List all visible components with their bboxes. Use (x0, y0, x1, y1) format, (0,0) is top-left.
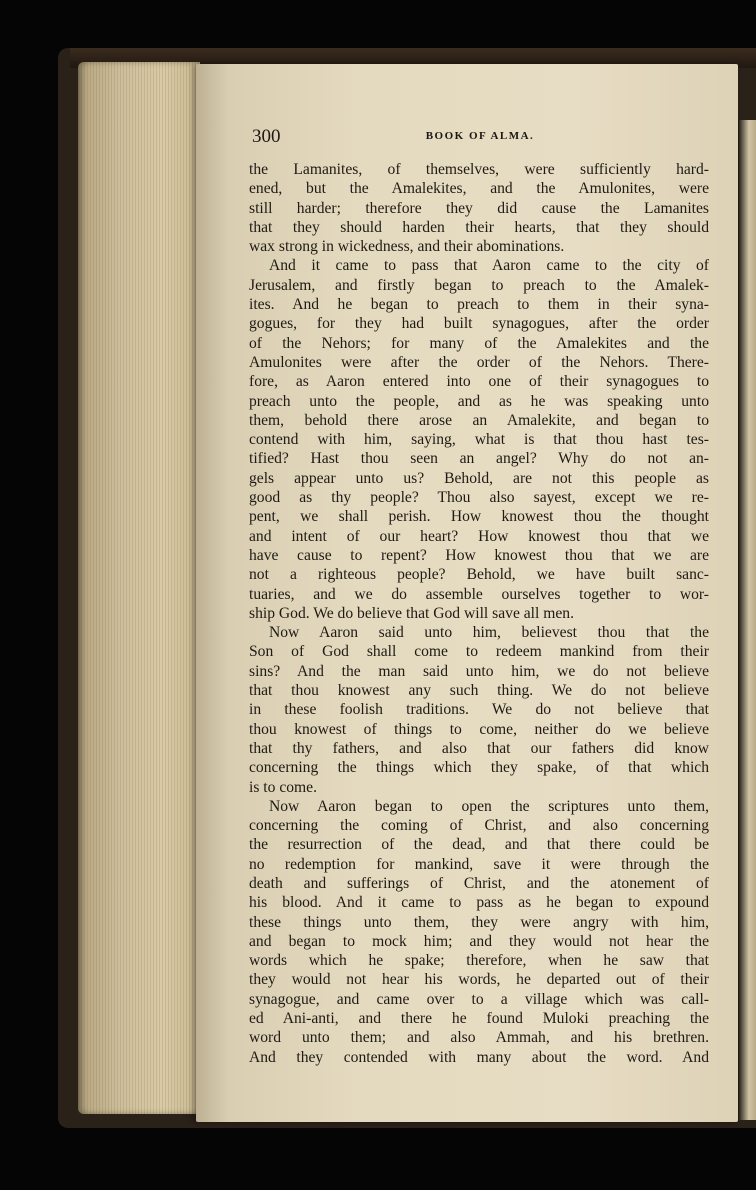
text-line: thou knowest of things to come, neither do we believe (249, 720, 709, 738)
text-line: wax strong in wickedness, and their abominations. (249, 238, 565, 256)
text-line: concerning the things which they spake, of that which (249, 759, 709, 777)
text-line: that they should harden their hearts, that they should (249, 218, 709, 236)
text-line: gogues, for they had built synagogues, after the order (249, 315, 709, 333)
text-line: and began to mock him; and they would not hear the (249, 932, 709, 950)
text-line: and intent of our heart? How knowest thou that we (249, 527, 709, 545)
text-line: still harder; therefore they did cause the Lamanites (249, 199, 709, 217)
text-line: contend with him, saying, what is that thou hast tes- (249, 431, 709, 449)
text-line: Now Aaron began to open the scriptures unto them, (269, 797, 709, 815)
text-line: good as thy people? Thou also sayest, except we re- (249, 489, 709, 507)
page-number: 300 (252, 126, 281, 147)
text-line: have cause to repent? How knowest thou that we are (249, 546, 709, 564)
page-edges (78, 62, 200, 1114)
running-title: BOOK OF ALMA. (425, 130, 535, 142)
text-line: fore, as Aaron entered into one of their synagogues to (249, 373, 709, 391)
text-line: And it came to pass that Aaron came to the city of (269, 257, 709, 275)
text-line: the resurrection of the dead, and that there could be (249, 836, 709, 854)
text-line: them, behold there arose an Amalekite, and began to (249, 411, 709, 429)
text-line: the Lamanites, of themselves, were sufficiently hard- (249, 161, 709, 178)
text-line: ites. And he began to preach to them in their syna- (249, 296, 709, 314)
text-line: tified? Hast thou seen an angel? Why do not an- (249, 450, 709, 468)
text-line: Son of God shall come to redeem mankind from their (249, 643, 709, 661)
text-line: And they contended with many about the word. And (249, 1048, 709, 1066)
text-line: that thy fathers, and also that our fathers did know (249, 739, 709, 757)
text-line: ened, but the Amalekites, and the Amulonites, were (249, 180, 709, 198)
text-line: of the Nehors; for many of the Amalekites and the (249, 334, 709, 352)
text-line: Now Aaron said unto him, believest thou that the (269, 624, 709, 642)
text-line: Amulonites were after the order of the Nehors. There- (249, 353, 709, 371)
text-line: preach unto the people, and as he was speaking unto (249, 392, 709, 410)
text-line: they would not hear his words, he departed out of their (249, 971, 709, 989)
text-line: Jerusalem, and firstly began to preach to the Amalek- (249, 276, 709, 294)
text-line: death and sufferings of Christ, and the atonement of (249, 874, 709, 892)
text-line: these things unto them, they were angry with him, (249, 913, 709, 931)
text-line: word unto them; and also Ammah, and his brethren. (249, 1029, 709, 1047)
text-line: tuaries, and we do assemble ourselves together to wor- (249, 585, 709, 603)
running-head (252, 126, 708, 148)
text-line: sins? And the man said unto him, we do not believe (249, 662, 709, 680)
text-line: in these foolish traditions. We do not believe that (249, 701, 709, 719)
text-line: concerning the coming of Christ, and also concerning (249, 817, 709, 835)
text-line: ed Ani-anti, and there he found Muloki preaching the (249, 1010, 709, 1028)
body-text (249, 160, 709, 1067)
text-line: words which he spake; therefore, when he saw that (249, 952, 709, 970)
text-line: no redemption for mankind, save it were through the (249, 855, 709, 873)
text-line: that thou knowest any such thing. We do not believe (249, 682, 709, 700)
facing-page-edge (738, 120, 756, 1120)
text-line: not a righteous people? Behold, we have built sanc- (249, 566, 709, 584)
text-line: gels appear unto us? Behold, are not this people as (249, 469, 709, 487)
text-line: his blood. And it came to pass as he began to expound (249, 894, 709, 912)
text-line: pent, we shall perish. How knowest thou the thought (249, 508, 709, 526)
text-line: ship God. We do believe that God will save all men. (249, 604, 574, 622)
text-line: synagogue, and came over to a village which was call- (249, 990, 709, 1008)
text-line: is to come. (249, 778, 317, 796)
